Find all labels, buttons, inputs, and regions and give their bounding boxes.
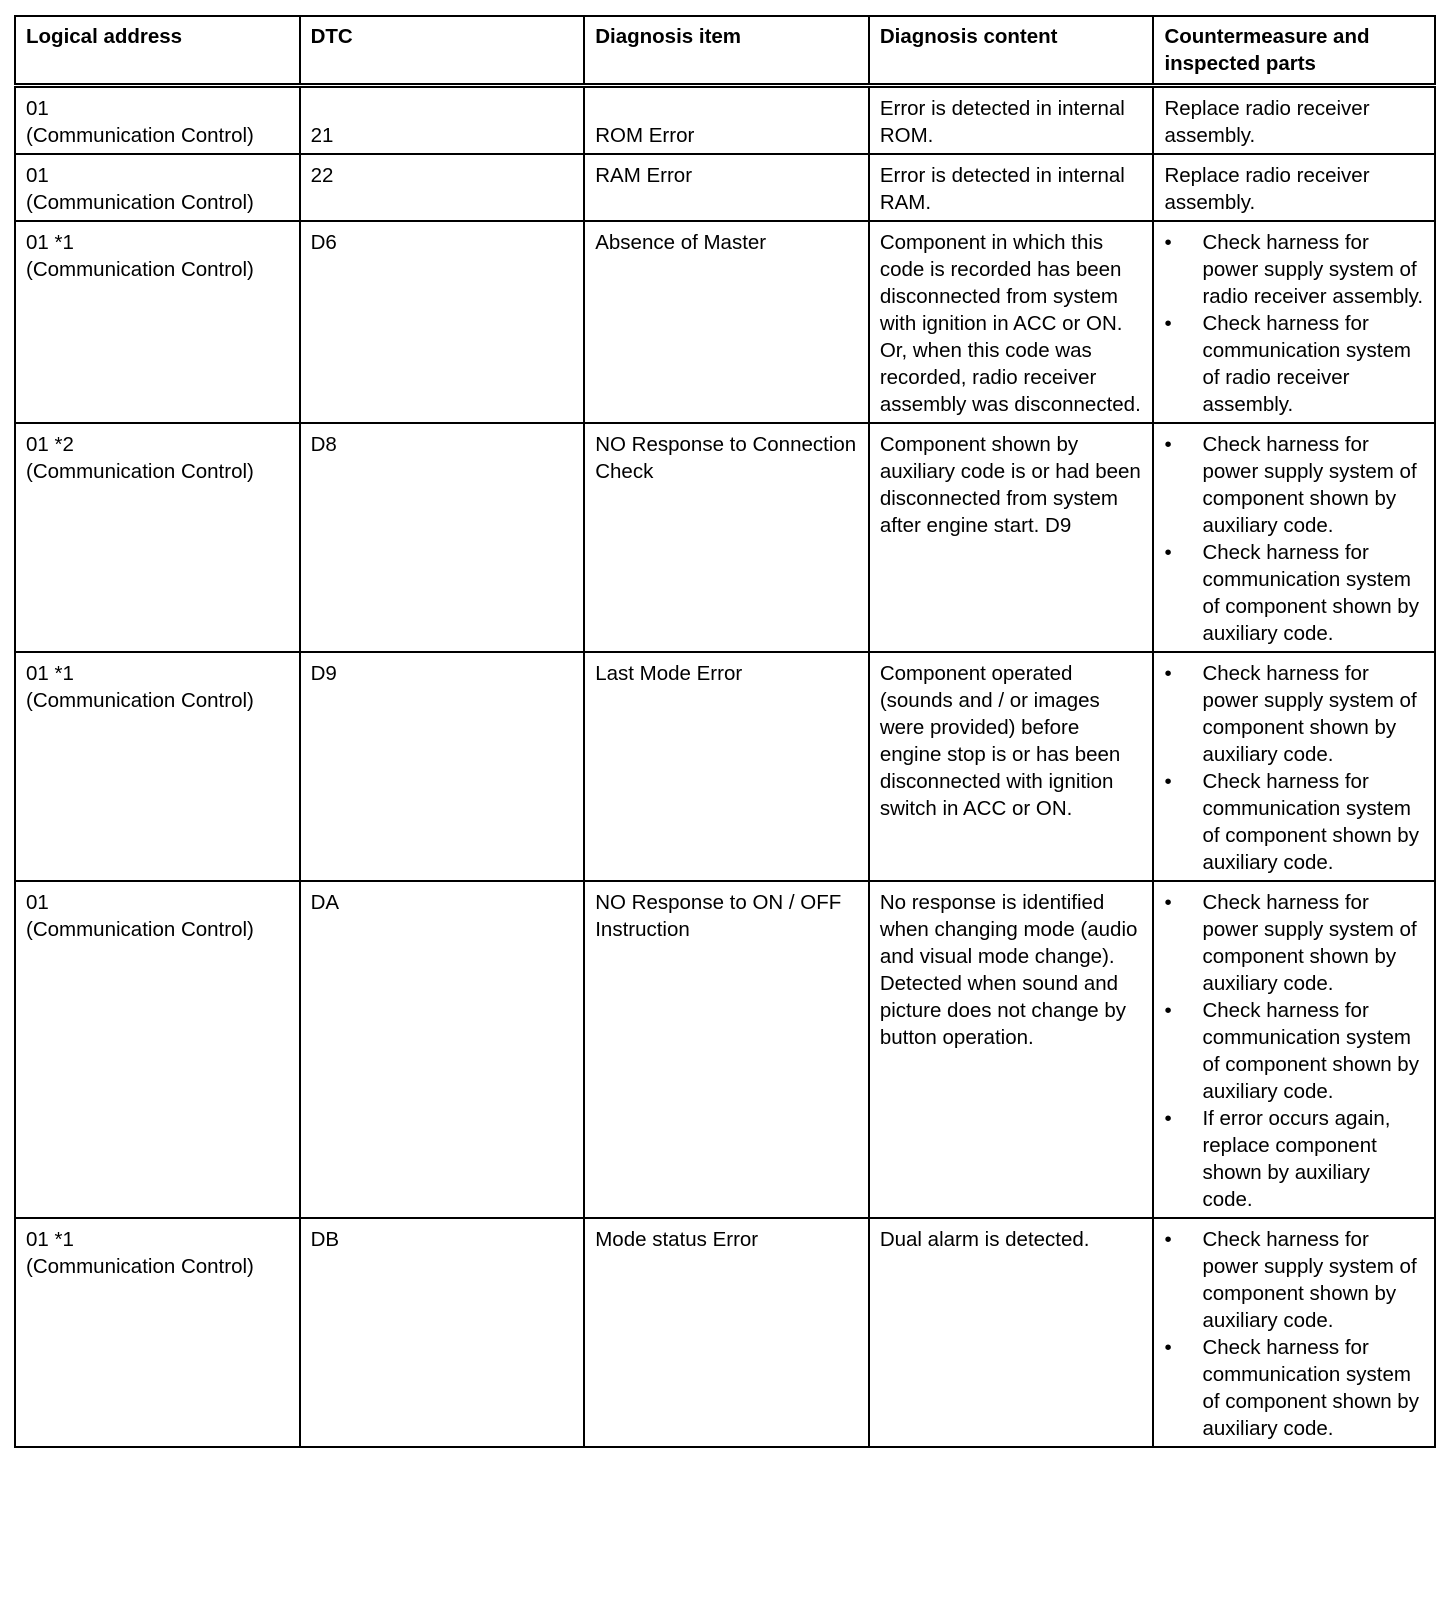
cell-countermeasure: [1153, 881, 1435, 1218]
address-code: 01: [26, 97, 49, 120]
cell-logical-address: [15, 154, 300, 221]
table-header-row: [15, 16, 1435, 86]
list-item: [1164, 1105, 1424, 1213]
table-row: [15, 221, 1435, 423]
list-item: [1164, 310, 1424, 418]
bullet-icon: •: [1164, 1336, 1172, 1359]
countermeasure-list: [1164, 229, 1424, 418]
address-name: (Communication Control): [26, 1255, 254, 1278]
cell-diagnosis-item: Last Mode Error: [584, 652, 869, 881]
dtc-table: [14, 15, 1436, 1448]
address-code: 01 *2: [26, 433, 74, 456]
bullet-icon: •: [1164, 541, 1172, 564]
cell-logical-address: [15, 221, 300, 423]
cell-diagnosis-content: No response is identified when changing mode (audio and visual mode change). Detected when sound and picture does not change by button operation.: [869, 881, 1154, 1218]
table-row: [15, 86, 1435, 155]
cell-diagnosis-item: Absence of Master: [584, 221, 869, 423]
address-name: (Communication Control): [26, 918, 254, 941]
cell-diagnosis-item: NO Response to Connection Check: [584, 423, 869, 652]
address-code: 01: [26, 891, 49, 914]
header-logical-address: Logical address: [15, 16, 300, 86]
list-item: [1164, 431, 1424, 539]
address-name: (Communication Control): [26, 124, 254, 147]
countermeasure-text: Check harness for power supply system of component shown by auxiliary code.: [1202, 433, 1417, 537]
cell-diagnosis-content: Component shown by auxiliary code is or had been disconnected from system after engine start. D9: [869, 423, 1154, 652]
cell-countermeasure: [1153, 423, 1435, 652]
countermeasure-text: Check harness for communication system of component shown by auxiliary code.: [1202, 999, 1419, 1103]
address-name: (Communication Control): [26, 191, 254, 214]
cell-countermeasure: [1153, 652, 1435, 881]
address-code: 01 *1: [26, 1228, 74, 1251]
bullet-icon: •: [1164, 433, 1172, 456]
address-name: (Communication Control): [26, 258, 254, 281]
cell-countermeasure: [1153, 221, 1435, 423]
cell-dtc: DB: [300, 1218, 585, 1447]
cell-countermeasure: Replace radio receiver assembly.: [1153, 154, 1435, 221]
bullet-icon: •: [1164, 662, 1172, 685]
cell-countermeasure: Replace radio receiver assembly.: [1153, 86, 1435, 155]
header-dtc: DTC: [300, 16, 585, 86]
bullet-icon: •: [1164, 1228, 1172, 1251]
list-item: [1164, 889, 1424, 997]
cell-logical-address: [15, 1218, 300, 1447]
countermeasure-text: If error occurs again, replace component shown by auxiliary code.: [1202, 1107, 1391, 1211]
countermeasure-list: [1164, 1226, 1424, 1442]
cell-diagnosis-item: Mode status Error: [584, 1218, 869, 1447]
countermeasure-list: [1164, 660, 1424, 876]
cell-logical-address: [15, 881, 300, 1218]
countermeasure-text: Check harness for power supply system of radio receiver assembly.: [1202, 231, 1424, 308]
table-body: [15, 86, 1435, 1448]
bullet-icon: •: [1164, 312, 1172, 335]
countermeasure-text: Check harness for communication system of component shown by auxiliary code.: [1202, 541, 1419, 645]
cell-diagnosis-content: Error is detected in internal RAM.: [869, 154, 1154, 221]
table-row: [15, 154, 1435, 221]
cell-countermeasure: [1153, 1218, 1435, 1447]
countermeasure-text: Check harness for communication system of component shown by auxiliary code.: [1202, 770, 1419, 874]
countermeasure-text: Check harness for communication system of component shown by auxiliary code.: [1202, 1336, 1419, 1440]
bullet-icon: •: [1164, 1107, 1172, 1130]
cell-diagnosis-content: Dual alarm is detected.: [869, 1218, 1154, 1447]
address-code: 01 *1: [26, 662, 74, 685]
address-name: (Communication Control): [26, 460, 254, 483]
list-item: [1164, 1334, 1424, 1442]
list-item: [1164, 660, 1424, 768]
cell-logical-address: [15, 86, 300, 155]
cell-logical-address: [15, 423, 300, 652]
countermeasure-text: Check harness for power supply system of component shown by auxiliary code.: [1202, 1228, 1417, 1332]
cell-dtc: 21: [300, 86, 585, 155]
countermeasure-text: Check harness for power supply system of component shown by auxiliary code.: [1202, 662, 1417, 766]
cell-diagnosis-content: Component in which this code is recorded has been disconnected from system with ignition in ACC or ON. Or, when this code was recorded, radio receiver assembly was disconnected.: [869, 221, 1154, 423]
list-item: [1164, 1226, 1424, 1334]
table-row: [15, 881, 1435, 1218]
countermeasure-list: [1164, 431, 1424, 647]
bullet-icon: •: [1164, 999, 1172, 1022]
header-countermeasure: Countermeasure and inspected parts: [1153, 16, 1435, 86]
cell-diagnosis-item: NO Response to ON / OFF Instruction: [584, 881, 869, 1218]
bullet-icon: •: [1164, 770, 1172, 793]
address-name: (Communication Control): [26, 689, 254, 712]
table-row: [15, 652, 1435, 881]
cell-dtc: DA: [300, 881, 585, 1218]
header-diagnosis-content: Diagnosis content: [869, 16, 1154, 86]
countermeasure-list: [1164, 889, 1424, 1213]
countermeasure-text: Check harness for power supply system of component shown by auxiliary code.: [1202, 891, 1417, 995]
cell-dtc: D6: [300, 221, 585, 423]
cell-logical-address: [15, 652, 300, 881]
cell-diagnosis-item: RAM Error: [584, 154, 869, 221]
cell-diagnosis-item: ROM Error: [584, 86, 869, 155]
cell-diagnosis-content: Error is detected in internal ROM.: [869, 86, 1154, 155]
table-row: [15, 423, 1435, 652]
bullet-icon: •: [1164, 891, 1172, 914]
list-item: [1164, 768, 1424, 876]
bullet-icon: •: [1164, 231, 1172, 254]
list-item: [1164, 539, 1424, 647]
header-diagnosis-item: Diagnosis item: [584, 16, 869, 86]
table-row: [15, 1218, 1435, 1447]
cell-dtc: D8: [300, 423, 585, 652]
address-code: 01: [26, 164, 49, 187]
list-item: [1164, 997, 1424, 1105]
list-item: [1164, 229, 1424, 310]
cell-dtc: D9: [300, 652, 585, 881]
cell-diagnosis-content: Component operated (sounds and / or images were provided) before engine stop is or has been disconnected with ignition switch in ACC or ON.: [869, 652, 1154, 881]
countermeasure-text: Check harness for communication system of radio receiver assembly.: [1202, 312, 1411, 416]
address-code: 01 *1: [26, 231, 74, 254]
cell-dtc: 22: [300, 154, 585, 221]
